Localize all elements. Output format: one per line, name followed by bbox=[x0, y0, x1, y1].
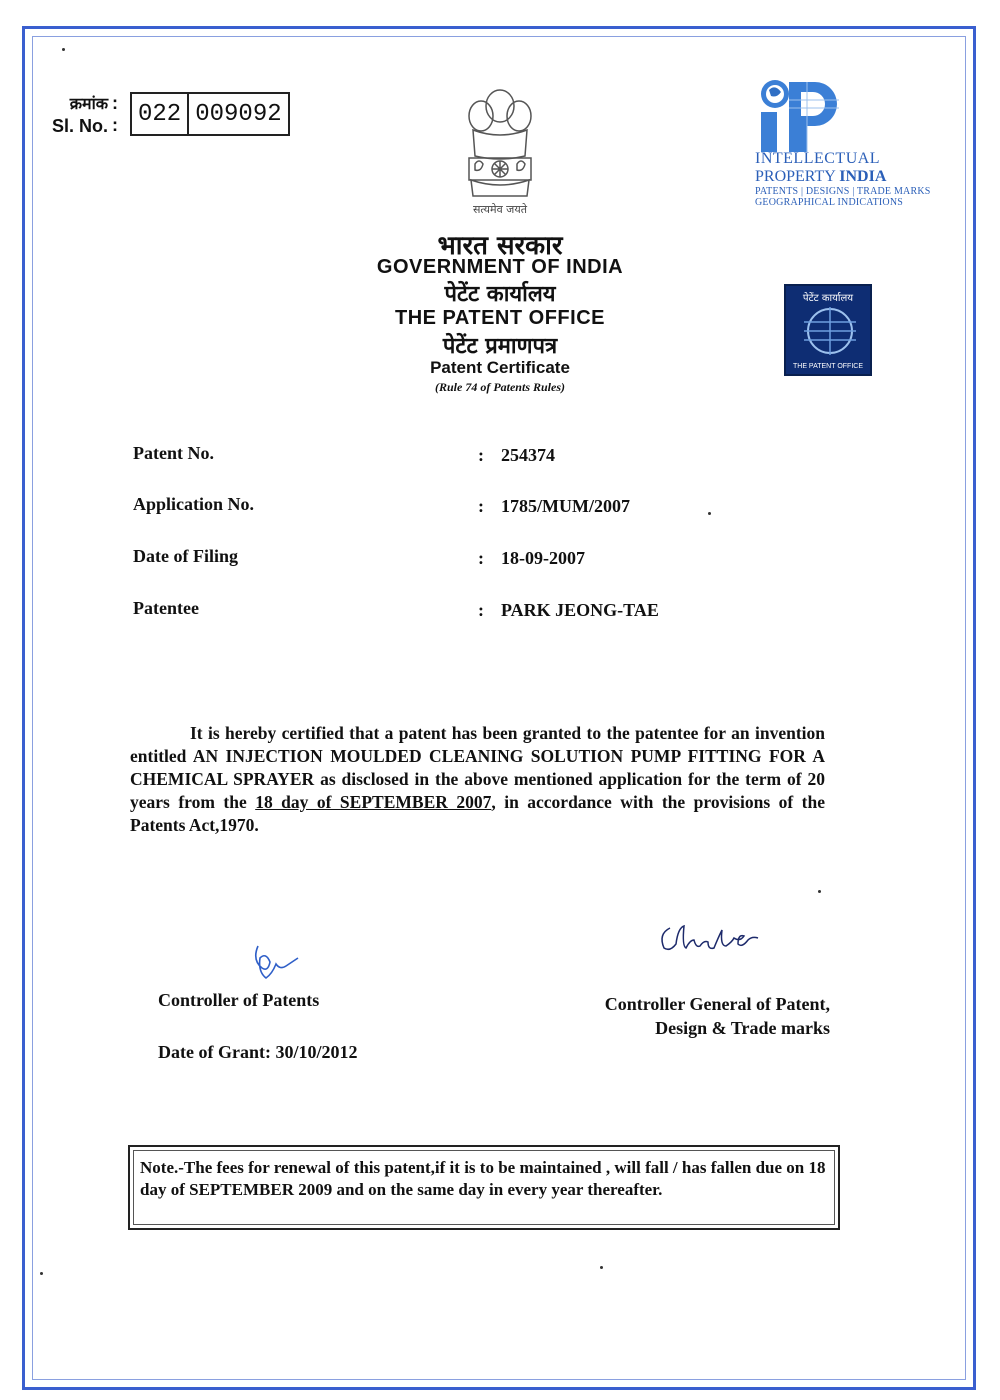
heading-hindi-office: पेटेंट कार्यालय bbox=[444, 282, 556, 307]
heading-government: GOVERNMENT OF INDIA bbox=[376, 256, 624, 278]
heading-hindi-certificate: पेटेंट प्रमाणपत्र bbox=[442, 334, 558, 359]
serial-prefix: 022 bbox=[138, 100, 182, 128]
field-label: Patent No. bbox=[133, 443, 214, 463]
serial-number-box bbox=[130, 92, 290, 136]
controller-general-line1: Controller General of Patent, bbox=[604, 994, 830, 1014]
field-value: 1785/MUM/2007 bbox=[501, 496, 630, 516]
field-colon: : bbox=[478, 600, 484, 620]
ip-india-logo bbox=[755, 78, 845, 154]
field-value: 18-09-2007 bbox=[501, 548, 585, 568]
field-value: 254374 bbox=[501, 445, 555, 465]
emblem-motto: सत्यमेव जयते bbox=[472, 203, 527, 216]
serial-label-en: Sl. No. bbox=[52, 116, 109, 136]
ip-india-line2 bbox=[755, 168, 931, 186]
controller-general-signature-icon bbox=[656, 918, 786, 962]
field-label: Application No. bbox=[133, 494, 255, 514]
ip-india-property: PROPERTY bbox=[755, 168, 840, 185]
patent-office-stamp bbox=[784, 284, 872, 376]
scan-speck bbox=[40, 1272, 43, 1275]
field-label: Patentee bbox=[133, 598, 199, 618]
serial-colon-1: : bbox=[112, 93, 119, 113]
stamp-top-text: पेटेंट कार्यालय bbox=[802, 293, 854, 304]
heading-rule: (Rule 74 of Patents Rules) bbox=[434, 380, 565, 394]
renewal-note-text: Note.-The fees for renewal of this patent,if it is to be maintained , will fall / has fallen due on 18 day of SEPTEMBER 2009 and on the same day in every year thereafter. bbox=[133, 1150, 835, 1225]
field-value: PARK JEONG-TAE bbox=[501, 600, 659, 620]
scan-speck bbox=[62, 48, 65, 51]
certification-date: 18 day of SEPTEMBER 2007 bbox=[255, 792, 492, 812]
certification-text bbox=[130, 722, 825, 837]
heading-patent-certificate: Patent Certificate bbox=[430, 358, 570, 377]
ip-india-line1: INTELLECTUAL bbox=[755, 150, 881, 167]
heading-patent-office: THE PATENT OFFICE bbox=[395, 307, 605, 329]
ashoka-emblem-icon bbox=[455, 78, 545, 218]
date-of-grant: Date of Grant: 30/10/2012 bbox=[158, 1042, 358, 1062]
scan-speck bbox=[818, 890, 821, 893]
field-colon: : bbox=[478, 496, 484, 516]
serial-colon-2: : bbox=[112, 115, 119, 135]
ip-india-text bbox=[755, 150, 931, 208]
renewal-note-box bbox=[128, 1145, 840, 1230]
certification-part2: , in accordance with the provisions of the Patents Act,1970. bbox=[130, 792, 826, 835]
field-label: Date of Filing bbox=[133, 546, 238, 566]
stamp-bottom-text: THE PATENT OFFICE bbox=[792, 363, 863, 370]
controller-signature-icon bbox=[246, 938, 316, 988]
ip-india-india: INDIA bbox=[839, 168, 887, 185]
ip-india-line3: PATENTS | DESIGNS | TRADE MARKS bbox=[755, 186, 931, 197]
serial-label bbox=[52, 92, 122, 137]
serial-number: 009092 bbox=[195, 100, 282, 128]
controller-of-patents: Controller of Patents bbox=[158, 990, 320, 1010]
certification-part1: It is hereby certified that a patent has been granted to the patentee for an invention entitled AN INJECTION MOULDED CLEANING SOLUTION PUMP FITTING FOR A CHEMICAL SPRAYER as disclosed in the above mentioned application for the term of 20 years from the bbox=[130, 723, 825, 812]
scan-speck bbox=[708, 512, 711, 515]
field-colon: : bbox=[478, 548, 484, 568]
controller-general-line2: Design & Trade marks bbox=[655, 1018, 830, 1038]
scan-speck bbox=[600, 1266, 603, 1269]
field-colon: : bbox=[478, 445, 484, 465]
stamp-logo-icon bbox=[800, 304, 860, 358]
ip-india-line4: GEOGRAPHICAL INDICATIONS bbox=[755, 197, 904, 208]
controller-general bbox=[470, 992, 830, 1040]
heading-hindi-government: भारत सरकार bbox=[437, 231, 563, 261]
serial-label-hindi: क्रमांक bbox=[69, 94, 109, 113]
